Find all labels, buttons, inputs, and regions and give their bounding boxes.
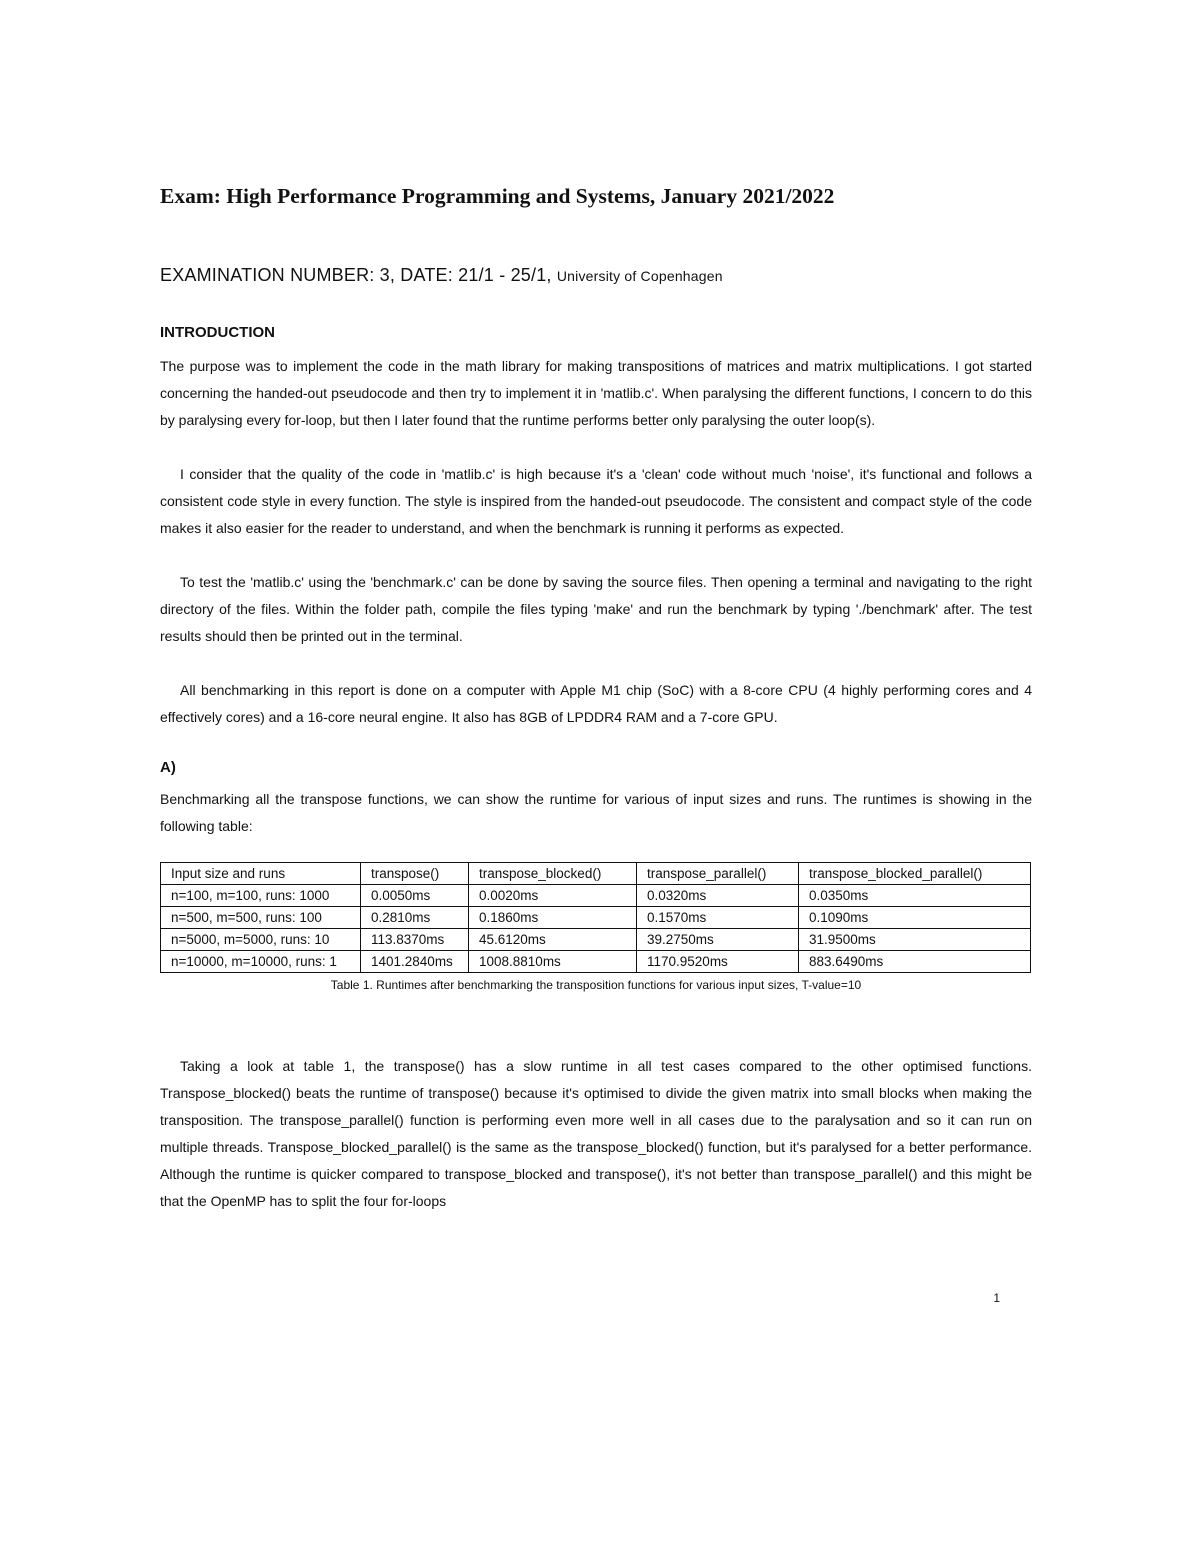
table-cell: 39.2750ms: [637, 929, 799, 951]
section-a-discussion: Taking a look at table 1, the transpose() has a slow runtime in all test cases compared to the other optimised functions. Transpose_blocked() beats the runtime of transpose() because it's optimised to divide the given matrix into small blocks when making the transposition. The transpose_parallel() function is performing even more well in all cases due to the paralysation and so it can run on multiple threads. Transpose_blocked_parallel() is the same as the transpose_blocked() function, but it's paralysed for a better performance. Although the runtime is quicker compared to transpose_blocked and transpose(), it's not better than transpose_parallel() and this might be that the OpenMP has to split the four for-loops: [160, 1058, 1032, 1209]
table-header-cell: transpose_parallel(): [637, 863, 799, 885]
table-cell: 113.8370ms: [361, 929, 469, 951]
intro-paragraph-4: All benchmarking in this report is done on a computer with Apple M1 chip (SoC) with a 8-core CPU (4 highly performing cores and 4 effectively cores) and a 16-core neural engine. It also has 8GB of LPDDR4 RAM and a 7-core GPU.: [160, 682, 1032, 725]
page-number: 1: [993, 1291, 1000, 1305]
intro-paragraph-3: To test the 'matlib.c' using the 'benchmark.c' can be done by saving the source files. Then opening a terminal and navigating to the right directory of the files. Within the folder path, compile the files typing 'make' and run the benchmark by typing './benchmark' after. The test results should then be printed out in the terminal.: [160, 574, 1032, 644]
table-header-cell: transpose(): [361, 863, 469, 885]
section-a-intro: Benchmarking all the transpose functions, we can show the runtime for various of input sizes and runs. The runtimes is showing in the following table:: [160, 791, 1032, 834]
table-cell: 1401.2840ms: [361, 951, 469, 973]
table-cell: n=500, m=500, runs: 100: [161, 907, 361, 929]
exam-subtitle: [160, 262, 1032, 288]
table-cell: 0.0020ms: [469, 885, 637, 907]
table-row: [161, 951, 1031, 973]
table-cell: 0.1860ms: [469, 907, 637, 929]
table-header-cell: Input size and runs: [161, 863, 361, 885]
table-cell: 0.1570ms: [637, 907, 799, 929]
table-header-row: [161, 863, 1031, 885]
table-cell: 1008.8810ms: [469, 951, 637, 973]
table-header-cell: transpose_blocked(): [469, 863, 637, 885]
university-name: University of Copenhagen: [556, 268, 723, 284]
intro-paragraph-1: The purpose was to implement the code in the math library for making transpositions of matrices and matrix multiplications. I got started concerning the handed-out pseudocode and then try to implement it in 'matlib.c'. When paralysing the different functions, I concern to do this by paralysing every for-loop, but then I later found that the runtime performs better only paralysing the outer loop(s).: [160, 358, 1032, 428]
table-cell: 1170.9520ms: [637, 951, 799, 973]
table-cell: 0.0350ms: [799, 885, 1031, 907]
table-cell: 883.6490ms: [799, 951, 1031, 973]
table-cell: n=10000, m=10000, runs: 1: [161, 951, 361, 973]
table-cell: 31.9500ms: [799, 929, 1031, 951]
table-cell: 0.1090ms: [799, 907, 1031, 929]
table-cell: 0.2810ms: [361, 907, 469, 929]
table-cell: n=100, m=100, runs: 1000: [161, 885, 361, 907]
table-cell: 45.6120ms: [469, 929, 637, 951]
introduction-heading: INTRODUCTION: [160, 324, 275, 341]
table-row: [161, 929, 1031, 951]
document-title: Exam: High Performance Programming and Systems, January 2021/2022: [160, 184, 835, 208]
table-row: [161, 885, 1031, 907]
table-header-cell: transpose_blocked_parallel(): [799, 863, 1031, 885]
table-row: [161, 907, 1031, 929]
table-caption: Table 1. Runtimes after benchmarking the transposition functions for various input sizes, T-value=10: [330, 978, 862, 992]
exam-info: EXAMINATION NUMBER: 3, DATE: 21/1 - 25/1,: [160, 265, 552, 285]
table-cell: 0.0050ms: [361, 885, 469, 907]
table-cell: 0.0320ms: [637, 885, 799, 907]
section-a-heading: A): [160, 759, 176, 776]
benchmark-table: [160, 862, 1031, 973]
table-cell: n=5000, m=5000, runs: 10: [161, 929, 361, 951]
intro-paragraph-2: I consider that the quality of the code in 'matlib.c' is high because it's a 'clean' code without much 'noise', it's functional and follows a consistent code style in every function. The style is inspired from the handed-out pseudocode. The consistent and compact style of the code makes it also easier for the reader to understand, and when the benchmark is running it performs as expected.: [160, 466, 1032, 536]
document-page: [160, 178, 1032, 1215]
